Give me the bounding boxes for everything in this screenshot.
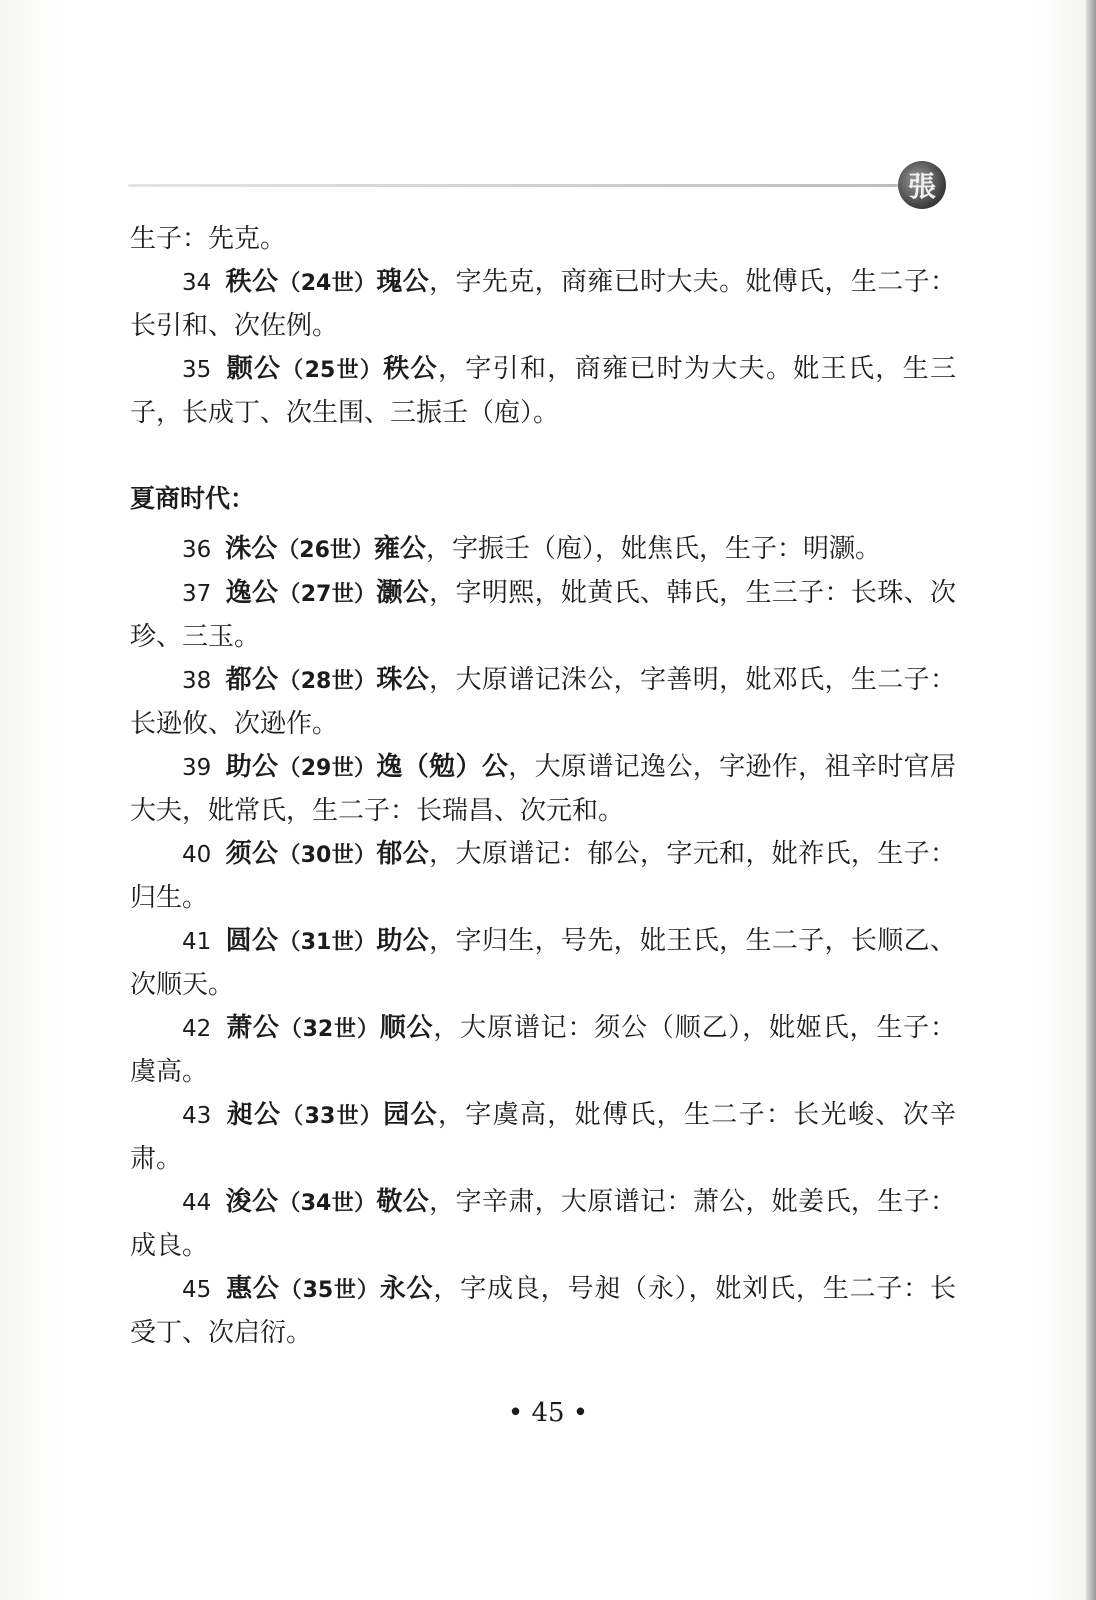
entry-name: 须公 bbox=[225, 839, 279, 869]
entry-text: ，大原谱记洙公，字善明，妣邓氏，生二子：长逊攸、次逊作。 bbox=[130, 665, 956, 739]
entry-number: 34 bbox=[182, 270, 212, 296]
entry-generation: （30世） bbox=[278, 843, 377, 868]
entry-parent: 秩公 bbox=[383, 354, 438, 384]
entry-generation: （26世） bbox=[277, 538, 374, 563]
entry-text: ，字辛肃，大原谱记：萧公，妣姜氏，生子：成良。 bbox=[130, 1187, 956, 1261]
genealogy-entry bbox=[130, 1007, 956, 1094]
genealogy-entry bbox=[130, 833, 956, 920]
genealogy-entry bbox=[130, 659, 956, 746]
entry-number: 44 bbox=[182, 1190, 212, 1216]
entry-number: 35 bbox=[182, 357, 212, 383]
entry-parent: 顺公 bbox=[379, 1013, 434, 1043]
entry-parent: 珠公 bbox=[376, 665, 430, 695]
entry-name: 萧公 bbox=[225, 1013, 280, 1043]
entry-name: 洙公 bbox=[225, 534, 278, 564]
page-number: • 45 • bbox=[507, 1398, 589, 1428]
entry-number: 41 bbox=[182, 929, 212, 955]
entry-number: 39 bbox=[182, 755, 212, 781]
entry-text: ，大原谱记：须公（顺乙），妣姬氏，生子：虞高。 bbox=[130, 1013, 956, 1087]
entry-parent: 郁公 bbox=[376, 839, 430, 869]
entry-parent: 助公 bbox=[376, 926, 430, 956]
entry-number: 43 bbox=[182, 1103, 212, 1129]
genealogy-entry bbox=[130, 1181, 956, 1268]
entry-name: 昶公 bbox=[225, 1100, 282, 1130]
entries-group-b bbox=[130, 528, 956, 1355]
entry-number: 42 bbox=[182, 1016, 212, 1042]
entry-number: 45 bbox=[182, 1277, 212, 1303]
genealogy-entry bbox=[130, 1268, 956, 1355]
entries-group-a bbox=[130, 261, 956, 435]
entry-number: 37 bbox=[182, 581, 212, 607]
entry-parent: 瑰公 bbox=[376, 267, 430, 297]
zhang-seal-logo bbox=[898, 161, 946, 209]
entry-generation: （32世） bbox=[279, 1017, 380, 1042]
genealogy-entry bbox=[130, 528, 956, 572]
entry-text: ，字引和，商雍已时为大夫。妣王氏，生三子，长成丁、次生围、三振壬（庖）。 bbox=[130, 354, 956, 428]
page-edge-shadow bbox=[1086, 0, 1096, 1600]
entry-text: ，字虞高，妣傅氏，生二子：长光峻、次辛肃。 bbox=[130, 1100, 956, 1174]
entry-generation: （25世） bbox=[281, 358, 384, 383]
entry-text: ，字明熙，妣黄氏、韩氏，生三子：长珠、次珍、三玉。 bbox=[130, 578, 956, 652]
entry-number: 40 bbox=[182, 842, 212, 868]
entry-generation: （28世） bbox=[278, 669, 377, 694]
entry-text: ，字成良，号昶（永），妣刘氏，生二子：长受丁、次启衍。 bbox=[130, 1274, 956, 1348]
entry-text: ，大原谱记逸公，字逊作，祖辛时官居大夫，妣常氏，生二子：长瑞昌、次元和。 bbox=[130, 752, 956, 826]
header-rule bbox=[128, 184, 898, 187]
entry-name: 颢公 bbox=[225, 354, 282, 384]
entry-name: 秩公 bbox=[225, 267, 279, 297]
entry-number: 36 bbox=[182, 537, 212, 563]
entry-generation: （24世） bbox=[278, 271, 377, 296]
genealogy-entry bbox=[130, 348, 956, 435]
entry-parent: 逸（勉）公 bbox=[376, 752, 509, 782]
entry-name: 逸公 bbox=[225, 578, 279, 608]
entry-number: 38 bbox=[182, 668, 212, 694]
genealogy-entry bbox=[130, 572, 956, 659]
entry-generation: （31世） bbox=[278, 930, 377, 955]
seal-char: 張 bbox=[907, 170, 936, 203]
entry-generation: （29世） bbox=[278, 756, 377, 781]
body-text bbox=[130, 218, 956, 1355]
entry-generation: （33世） bbox=[281, 1104, 384, 1129]
genealogy-entry bbox=[130, 920, 956, 1007]
genealogy-entry bbox=[130, 746, 956, 833]
entry-text: ，字振壬（庖），妣焦氏，生子：明灏。 bbox=[425, 534, 881, 564]
entry-text: ，字先克，商雍已时大夫。妣傅氏，生二子：长引和、次佐例。 bbox=[130, 267, 956, 341]
entry-text: ，大原谱记：郁公，字元和，妣祚氏，生子：归生。 bbox=[130, 839, 956, 913]
continuation-line: 生子：先克。 bbox=[130, 224, 287, 254]
entry-name: 圆公 bbox=[225, 926, 279, 956]
entry-parent: 雍公 bbox=[373, 534, 426, 564]
entry-text: ，字归生，号先，妣王氏，生二子，长顺乙、次顺天。 bbox=[130, 926, 956, 1000]
entry-generation: （34世） bbox=[278, 1191, 377, 1216]
entry-name: 惠公 bbox=[225, 1274, 280, 1304]
genealogy-entry bbox=[130, 1094, 956, 1181]
entry-name: 都公 bbox=[225, 665, 279, 695]
entry-name: 助公 bbox=[225, 752, 279, 782]
entry-parent: 永公 bbox=[379, 1274, 434, 1304]
entry-parent: 敬公 bbox=[376, 1187, 430, 1217]
genealogy-entry bbox=[130, 261, 956, 348]
entry-name: 浚公 bbox=[225, 1187, 279, 1217]
entry-generation: （27世） bbox=[278, 582, 377, 607]
entry-parent: 灏公 bbox=[376, 578, 430, 608]
entry-generation: （35世） bbox=[279, 1278, 380, 1303]
entry-parent: 园公 bbox=[383, 1100, 438, 1130]
section-title: 夏商时代： bbox=[130, 484, 256, 513]
